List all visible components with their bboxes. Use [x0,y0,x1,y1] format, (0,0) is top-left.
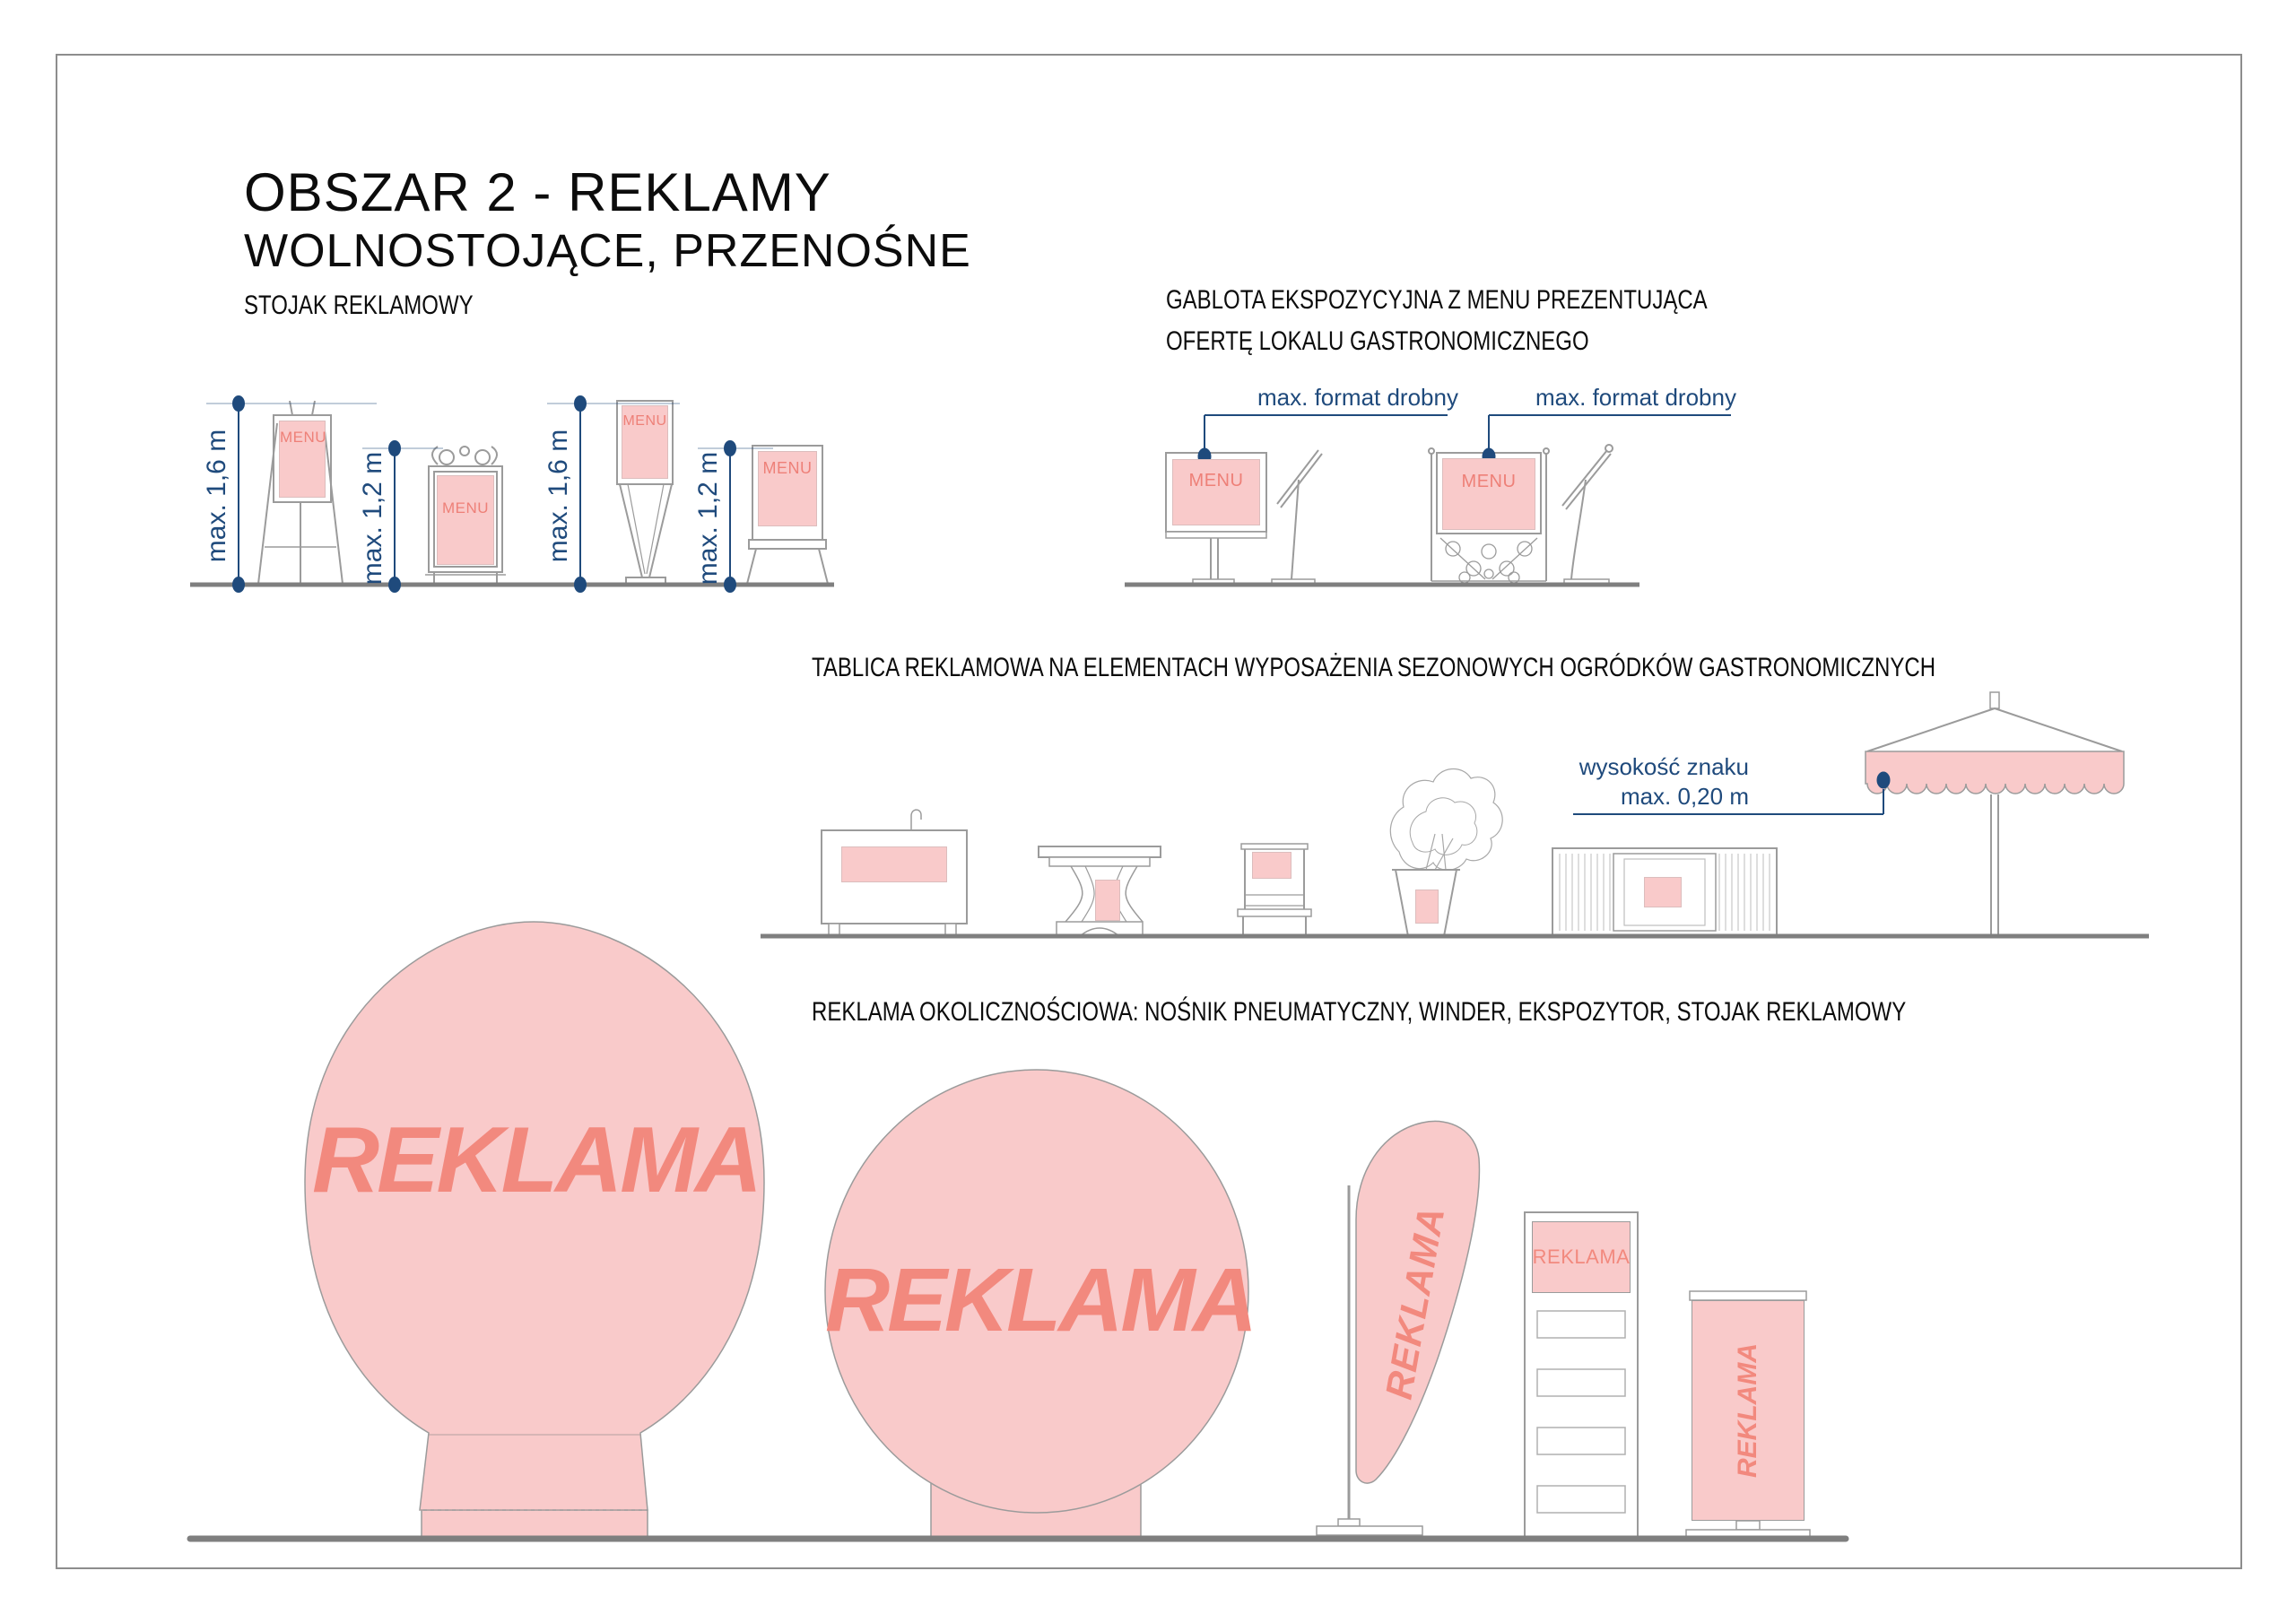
occasional-section-heading: REKLAMA OKOLICZNOŚCIOWA: NOŚNIK PNEUMATYCZNY, WINDER, EKSPOZYTOR, STOJAK REKLAMOWY [812,997,1907,1027]
sign-height-callout-line1: wysokość znaku [1578,753,1749,780]
dimension-label-1: max. 1,6 m [202,429,231,563]
easel-menu-sign: MENU [279,421,326,498]
kiosk-ad-zone [1644,877,1682,907]
dimension-label-2: max. 1,2 m [358,451,387,586]
a-frame-menu-sign: MENU [758,451,817,526]
format-callout-label-1: max. format drobny [1257,384,1458,411]
lectern-side-drawing-2 [1562,445,1613,585]
counter-ad-zone [841,846,947,882]
stands-section-heading: STOJAK REKLAMOWY [244,291,474,320]
rack-reklama-text: REKLAMA [1532,1245,1631,1268]
umbrella-drawing [1866,692,2124,936]
winder-reklama-text: REKLAMA [1377,1202,1453,1402]
ornate-menu-sign: MENU [437,475,494,565]
lectern-side-drawing [1272,450,1322,585]
page-subtitle: WOLNOSTOJĄCE, PRZENOŚNE [244,225,971,277]
balloon-reklama-text: REKLAMA [312,1108,760,1212]
sphere-reklama-text: REKLAMA [825,1250,1255,1350]
display-case-heading-line2: OFERTĘ LOKALU GASTRONOMICZNEGO [1166,326,1589,356]
banner-reklama-text: REKLAMA [1733,1343,1762,1478]
page-title: OBSZAR 2 - REKLAMY [244,162,831,222]
post-menu-sign: MENU [1172,459,1260,525]
planter-drawing [1390,768,1502,936]
display-case-heading-line1: GABLOTA EKSPOZYCYJNA Z MENU PREZENTUJĄCA [1166,285,1708,315]
format-callout-label-2: max. format drobny [1535,384,1736,411]
pneumatic-balloon-drawing [305,922,764,1537]
planter-ad-zone [1415,890,1439,924]
sign-height-callout-line2: max. 0,20 m [1620,783,1749,810]
garden-section-heading: TABLICA REKLAMOWA NA ELEMENTACH WYPOSAŻENIA SEZONOWYCH OGRÓDKÓW GASTRONOMICZNYCH [812,653,1936,682]
chair-ad-zone [1252,852,1292,879]
rack-top-sign [1532,1221,1631,1293]
dimension-label-4: max. 1,2 m [693,451,723,586]
table-ad-zone [1095,880,1120,921]
umbrella-valance-sign [1866,751,2124,794]
banner-sign [1692,1300,1805,1521]
dimension-label-3: max. 1,6 m [544,429,573,563]
v-stand-menu-sign: MENU [622,405,668,479]
case-menu-sign: MENU [1442,458,1535,530]
